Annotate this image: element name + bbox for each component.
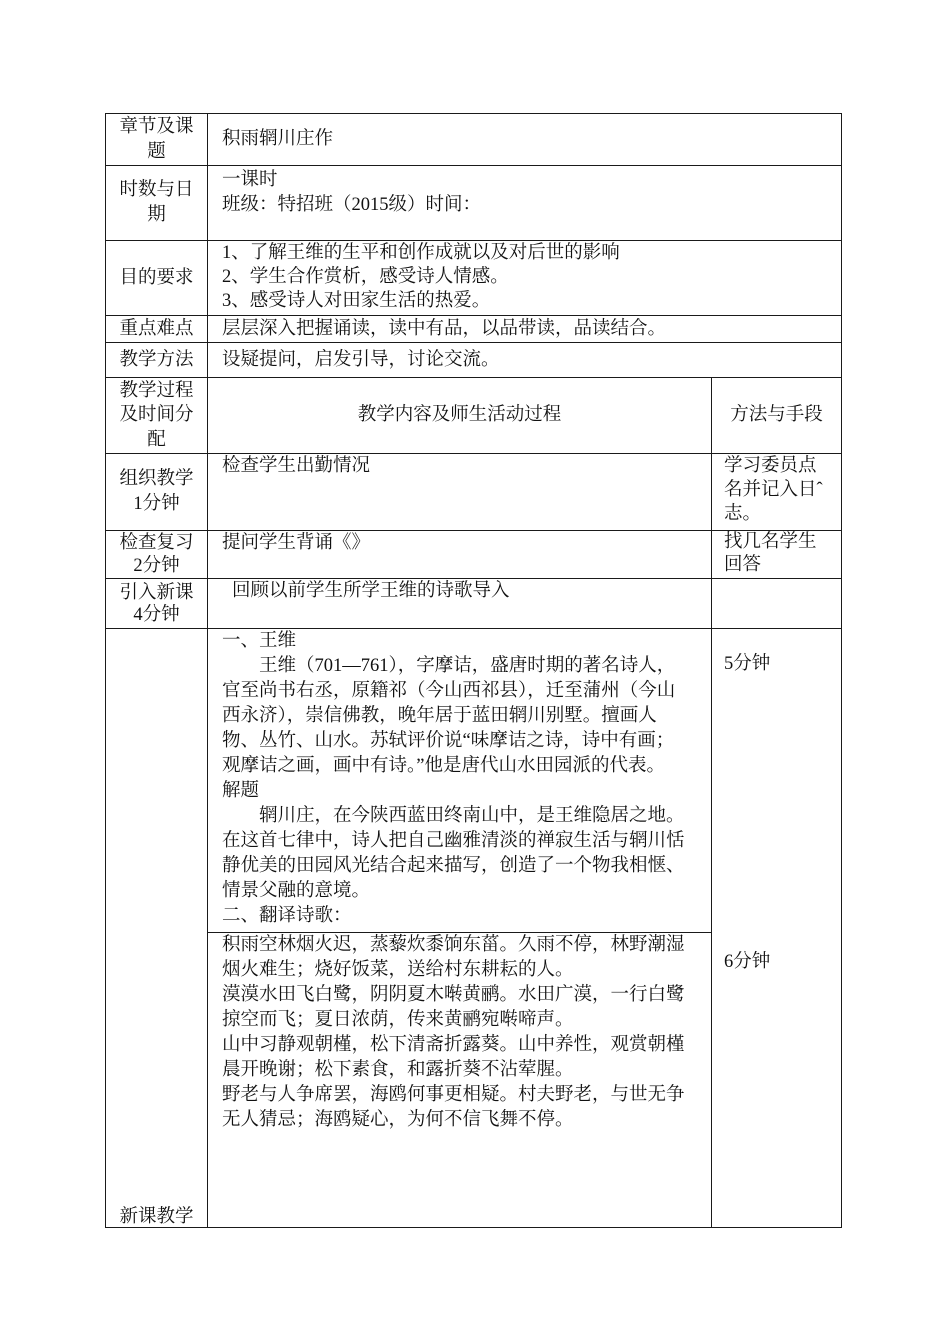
section-heading-translation: 二、翻译诗歌： <box>222 906 352 926</box>
objective-item-2: 2、学生合作赏析，感受诗人情感。 <box>222 267 509 287</box>
organize-means-cell <box>711 453 842 531</box>
chapter-label-line-1: 章节及课 <box>119 116 194 137</box>
chapter-label-line-2: 题 <box>147 141 166 162</box>
objective-item-1: 1、了解王维的生平和创作成就以及对后世的影响 <box>222 243 620 263</box>
organize-means-line-2: 名并记入日ˆ <box>724 480 823 500</box>
biography-line-5: 观摩诘之画，画中有诗。”他是唐代山水田园派的代表。 <box>222 756 665 776</box>
biography-line-2: 官至尚书右丞，原籍祁（今山西祁县），迁至蒲州（今山 <box>222 681 676 701</box>
translation-line-5: 山中习静观朝槿，松下清斋折露葵。山中养性，观赏朝槿 <box>222 1035 685 1055</box>
review-means-cell <box>711 530 842 579</box>
new-lesson-label-cell <box>105 628 208 1228</box>
translation-line-7: 野老与人争席罢，海鸥何事更相疑。村夫野老，与世无争 <box>222 1085 685 1105</box>
key-points-label-cell <box>105 315 208 343</box>
explanation-line-2: 在这首七律中，诗人把自己幽雅清淡的禅寂生活与辋川恬 <box>222 831 685 851</box>
review-means-line-1: 找几名学生 <box>724 532 817 552</box>
hours-date-label-cell <box>105 165 208 241</box>
intro-label-cell <box>105 578 208 629</box>
review-label-line-1: 检查复习 <box>119 532 194 553</box>
key-points-label: 重点难点 <box>119 318 194 339</box>
organize-label-cell <box>105 453 208 531</box>
explanation-line-1: 辋川庄，在今陕西蓝田终南山中，是王维隐居之地。 <box>259 806 685 826</box>
organize-label-line-2: 1分钟 <box>133 494 180 514</box>
review-label-cell <box>105 530 208 579</box>
organize-means-line-3: 志。 <box>724 504 762 524</box>
hours-date-value-cell <box>207 165 842 241</box>
time-part-one: 5分钟 <box>724 654 771 674</box>
objectives-label-cell <box>105 240 208 316</box>
review-content-cell <box>207 530 712 579</box>
process-label-line-1: 教学过程 <box>119 380 194 401</box>
organize-content-cell <box>207 453 712 531</box>
translation-line-4: 掠空而飞；夏日浓荫，传来黄鹂宛啭啼声。 <box>222 1010 574 1030</box>
new-lesson-means-cell <box>711 628 842 1228</box>
process-label-line-3: 配 <box>147 429 166 450</box>
class-and-time: 班级：特招班（2015级）时间： <box>222 195 482 215</box>
review-label-line-2: 2分钟 <box>133 555 180 576</box>
content-header-cell <box>207 377 712 454</box>
translation-line-3: 漠漠水田飞白鹭，阴阴夏木啭黄鹂。水田广漠，一行白鹭 <box>222 985 685 1005</box>
translation-line-1: 积雨空林烟火迟，蒸藜炊黍饷东菑。久雨不停，林野潮湿 <box>222 935 685 955</box>
organize-means-line-1: 学习委员点 <box>724 456 817 476</box>
lesson-hours: 一课时 <box>222 170 278 190</box>
new-lesson-part-one-cell <box>207 628 712 933</box>
chapter-value-cell <box>207 113 842 166</box>
organize-content: 检查学生出勤情况 <box>222 456 371 476</box>
means-header-cell <box>711 377 842 454</box>
process-label-cell <box>105 377 208 454</box>
intro-content: 回顾以前学生所学王维的诗歌导入 <box>232 581 510 601</box>
chapter-label-cell <box>105 113 208 166</box>
methods-value-cell <box>207 342 842 378</box>
translation-line-2: 烟火难生；烧好饭菜，送给村东耕耘的人。 <box>222 960 574 980</box>
methods-label-cell <box>105 342 208 378</box>
means-column-header: 方法与手段 <box>730 405 823 425</box>
section-heading-title-explanation: 解题 <box>222 781 260 801</box>
content-column-header: 教学内容及师生活动过程 <box>357 405 562 425</box>
methods-label: 教学方法 <box>119 349 194 370</box>
chapter-title: 积雨辋川庄作 <box>222 129 334 149</box>
biography-line-4: 物、丛竹、山水。苏轼评价说“味摩诘之诗，诗中有画； <box>222 731 675 751</box>
hours-date-label-line-2: 期 <box>147 205 166 225</box>
objectives-value-cell <box>207 240 842 316</box>
explanation-line-3: 静优美的田园风光结合起来描写，创造了一个物我相惬、 <box>222 856 685 876</box>
new-lesson-part-two-cell <box>207 932 712 1228</box>
intro-label-line-1: 引入新课 <box>119 582 194 603</box>
intro-means-cell <box>711 578 842 629</box>
review-means-line-2: 回答 <box>724 555 762 575</box>
intro-content-cell <box>207 578 712 629</box>
objective-item-3: 3、感受诗人对田家生活的热爱。 <box>222 291 491 311</box>
translation-line-8: 无人猜忌；海鸥疑心，为何不信飞舞不停。 <box>222 1110 574 1130</box>
review-content: 提问学生背诵《》 <box>222 533 371 553</box>
section-heading-wang-wei: 一、王维 <box>222 631 297 651</box>
explanation-line-4: 情景父融的意境。 <box>222 881 371 901</box>
key-points-value-cell <box>207 315 842 343</box>
new-lesson-label: 新课教学 <box>119 1207 194 1227</box>
hours-date-label-line-1: 时数与日 <box>119 180 194 200</box>
objectives-label: 目的要求 <box>119 267 194 288</box>
process-label-line-2: 及时间分 <box>119 405 194 426</box>
biography-line-3: 西永济），崇信佛教，晚年居于蓝田辋川别墅。擅画人 <box>222 706 657 726</box>
biography-line-1: 王维（701—761），字摩诘，盛唐时期的著名诗人， <box>259 656 676 676</box>
time-part-two: 6分钟 <box>724 952 771 972</box>
key-points-text: 层层深入把握诵读，读中有品，以品带读，品读结合。 <box>222 318 667 339</box>
intro-label-line-2: 4分钟 <box>133 604 180 625</box>
organize-label-line-1: 组织教学 <box>119 469 194 489</box>
translation-line-6: 晨开晚谢；松下素食，和露折葵不沾荤腥。 <box>222 1060 574 1080</box>
methods-text: 设疑提问，启发引导，讨论交流。 <box>222 349 500 370</box>
